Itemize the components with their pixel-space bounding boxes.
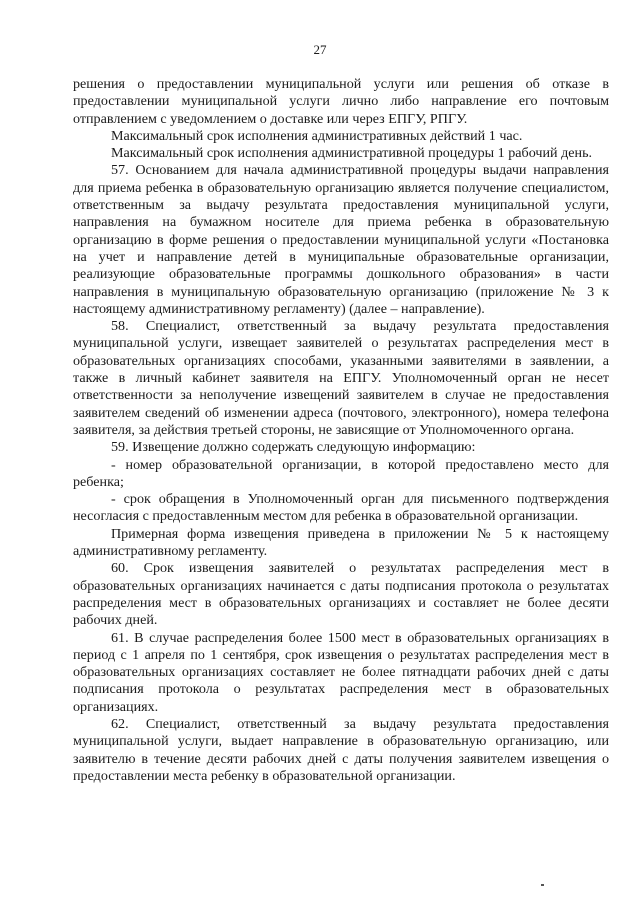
paragraph-59: 59. Извещение должно содержать следующую информацию:	[111, 439, 476, 456]
page-number: 27	[313, 42, 327, 57]
paragraph-61: 61. В случае распределения более 1500 мест в образовательных организациях в период с 1 апреля по 1 сентября, срок извещения о результатах распределения мест в образовательных организациях составляет не более пятнадцати рабочих дней с даты подписания протокола о результатах распределения мест в образовательных организациях.	[73, 629, 609, 715]
paragraph-sample-form: Примерная форма извещения приведена в приложении № 5 к настоящему административному регламенту.	[73, 525, 609, 560]
scan-artifact	[541, 884, 544, 886]
paragraph-58: 58. Специалист, ответственный за выдачу результата предоставления муниципальной услуги, извещает заявителей о результатах распределения мест в образовательных организациях способами, указанными заявителями в заявлении, а также в личный кабинет заявителя на ЕПГУ. Уполномоченный орган не несет ответственности за неполучение извещений заявителем в случае не предоставления заявителем сведений об изменении адреса (почтового, электронного), номера телефона заявителя, за действия третьей стороны, не зависящие от Уполномоченного органа.	[73, 318, 609, 438]
list-item-org-number: - номер образовательной организации, в которой предоставлено место для ребенка;	[73, 456, 609, 490]
paragraph-max-time-actions: Максимальный срок исполнения административных действий 1 час.	[111, 127, 523, 144]
paragraph-max-time-procedure: Максимальный срок исполнения административной процедуры 1 рабочий день.	[111, 145, 593, 162]
paragraph-continuation: решения о предоставлении муниципальной услуги или решения об отказе в предоставлении муниципальной услуги лично либо направление его почтовым отправлением с уведомлением о доставке или через ЕПГУ, РПГУ.	[73, 76, 609, 127]
paragraph-60: 60. Срок извещения заявителей о результатах распределения мест в образовательных организациях начинается с даты подписания протокола о результатах распределения мест в образовательных организациях и составляет не более десяти рабочих дней.	[73, 560, 609, 629]
paragraph-62: 62. Специалист, ответственный за выдачу результата предоставления муниципальной услуги, выдает направление в образовательную организацию, или заявителю в течение десяти рабочих дней с даты получения заявителем извещения о предоставлении места ребенку в образовательной организации.	[73, 715, 609, 784]
document-body	[73, 76, 609, 785]
paragraph-57: 57. Основанием для начала административной процедуры выдачи направления для приема ребенка в образовательную организацию является получение специалистом, ответственным за выдачу результата предоставления муниципальной услуги, направления на бумажном носителе для приема ребенка в образовательную организацию в форме решения о предоставлении муниципальной услуги «Постановка на учет и направление детей в муниципальные образовательные организации, реализующие образовательные программы дошкольного образования» в части направления в муниципальную образовательную организацию (приложение № 3 к настоящему административному регламенту) (далее – направление).	[73, 162, 609, 317]
list-item-deadline: - срок обращения в Уполномоченный орган для письменного подтверждения несогласия с предоставленным местом для ребенка в образовательной организации.	[73, 491, 609, 525]
